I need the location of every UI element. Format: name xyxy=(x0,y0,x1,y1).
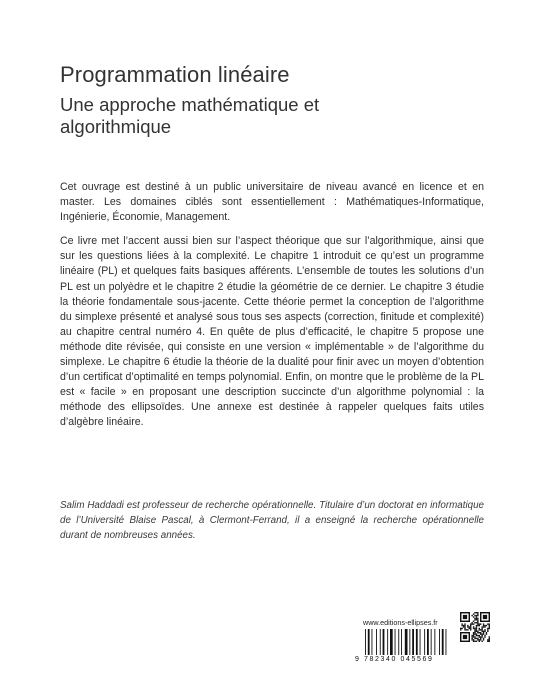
paragraph-contents: Ce livre met l’accent aussi bien sur l’aspect théorique que sur l’algorithmique, ainsi que sur les questions liées à la complexité. Le chapitre 1 introduit ce qu’est un programme linéaire (PL) et quelques faits basiques afférents. L’ensemble de toutes les solutions d’un PL est un polyèdre et le chapitre 2 étudie la géométrie de ce dernier. Le chapitre 3 étudie la théorie fondamentale sous-jacente. Cette théorie permet la conception de l’algorithme du simplexe présenté et analysé sous tous ses aspects (correction, finitude et complexité) au chapitre central numéro 4. En quête de plus d’efficacité, le chapitre 5 propose une méthode dite révisée, qui consiste en une version « implémentable » de l’algorithme du simplexe. Le chapitre 6 étudie la théorie de la dualité pour finir avec un moyen d’obtention d’un certificat d’optimalité en temps polynomial. Enfin, on montre que le problème de la PL est « facile » en proposant une description succincte d’un algorithme polynomial : la méthode des ellipsoïdes. Une annexe est destinée à rappeler quelques faits utiles d’algèbre linéaire. xyxy=(60,235,484,429)
barcode-icon xyxy=(364,629,452,655)
paragraph-audience: Cet ouvrage est destiné à un public universitaire de niveau avancé en licence et en master. Les domaines ciblés sont essentiellement : Mathématiques-Informatique, Ingénierie, Économie, Management. xyxy=(60,181,484,224)
description xyxy=(60,180,484,440)
author-bio: Salim Haddadi est professeur de recherche opérationnelle. Titulaire d’un doctorat en informatique de l’Université Blaise Pascal, à Clermont-Ferrand, il a enseigné la recherche opérationnelle durant de nombreuses années. xyxy=(60,500,484,541)
book-subtitle: Une approche mathématique et algorithmique xyxy=(60,94,320,137)
publisher-website: www.editions-ellipses.fr xyxy=(363,618,438,627)
book-title: Programmation linéaire xyxy=(60,62,290,87)
isbn-number: 9 782340 045569 xyxy=(355,656,434,663)
qr-code-icon xyxy=(460,612,490,642)
